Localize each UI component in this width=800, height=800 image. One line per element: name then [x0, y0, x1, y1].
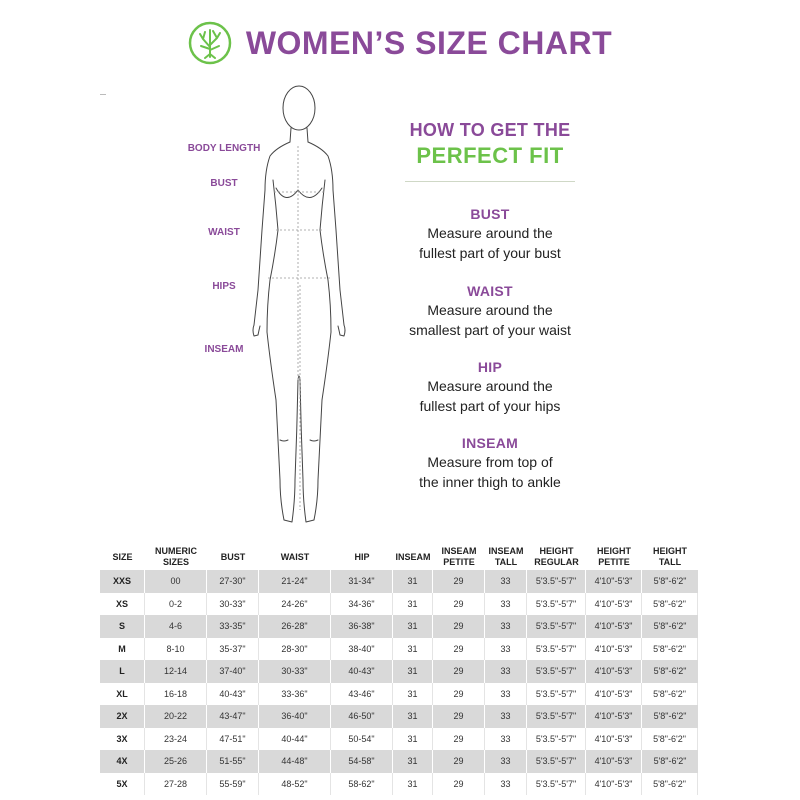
table-cell: 31	[393, 773, 433, 796]
table-body	[100, 570, 698, 795]
measure-waist	[375, 283, 605, 339]
measure-desc-line2: fullest part of your hips	[419, 398, 561, 414]
fit-heading-line2: PERFECT FIT	[416, 143, 564, 168]
table-cell: 4'10"-5'3"	[586, 660, 642, 683]
table-cell: 5'3.5"-5'7"	[527, 683, 586, 706]
measure-hip	[375, 359, 605, 415]
table-cell: 36-38"	[331, 615, 393, 638]
size-table	[100, 544, 698, 795]
label-bust: BUST	[210, 178, 238, 189]
column-header	[485, 544, 527, 570]
column-header-text: WAIST	[280, 551, 310, 562]
table-cell: 33	[485, 660, 527, 683]
column-header	[527, 544, 586, 570]
table-cell: 31	[393, 570, 433, 593]
table-cell: 29	[433, 660, 485, 683]
table-cell: 28-30"	[259, 638, 331, 661]
column-header-text: PETITE	[443, 557, 475, 567]
table-cell: 31	[393, 750, 433, 773]
table-cell: 51-55"	[207, 750, 259, 773]
table-cell: 31-34"	[331, 570, 393, 593]
table-cell: 4'10"-5'3"	[586, 773, 642, 796]
table-cell: 48-52"	[259, 773, 331, 796]
table-cell: 4-6	[145, 615, 207, 638]
divider	[100, 94, 106, 95]
table-cell: 34-36"	[331, 593, 393, 616]
table-cell: 33	[485, 773, 527, 796]
measure-title: BUST	[470, 206, 510, 222]
measure-desc-line2: the inner thigh to ankle	[419, 474, 561, 490]
table-cell: 54-58"	[331, 750, 393, 773]
measure-desc-line1: Measure from top of	[427, 454, 553, 470]
table-cell: 5'3.5"-5'7"	[527, 593, 586, 616]
body-figure-illustration	[240, 80, 370, 535]
measure-desc-line2: fullest part of your bust	[419, 245, 561, 261]
table-cell: 29	[433, 773, 485, 796]
column-header	[259, 544, 331, 570]
table-cell: 36-40"	[259, 705, 331, 728]
table-cell: 5'8"-6'2"	[642, 773, 698, 796]
table-cell: 29	[433, 750, 485, 773]
table-cell: 4'10"-5'3"	[586, 638, 642, 661]
table-cell: 5'8"-6'2"	[642, 660, 698, 683]
table-cell: 5'3.5"-5'7"	[527, 750, 586, 773]
fit-heading-line1: HOW TO GET THE	[409, 120, 571, 140]
column-header-text: INSEAM	[441, 546, 477, 556]
measure-title: INSEAM	[461, 435, 519, 451]
table-row	[100, 615, 698, 638]
column-header	[642, 544, 698, 570]
measure-inseam	[375, 435, 605, 491]
column-header-text: PETITE	[598, 557, 630, 567]
table-cell: 5'3.5"-5'7"	[527, 570, 586, 593]
table-cell: 5'8"-6'2"	[642, 705, 698, 728]
table-cell: 31	[393, 638, 433, 661]
column-header-text: INSEAM	[395, 551, 431, 562]
size-label-cell: 4X	[100, 750, 145, 773]
table-cell: 33	[485, 570, 527, 593]
size-label-cell: XS	[100, 593, 145, 616]
table-cell: 5'3.5"-5'7"	[527, 728, 586, 751]
table-cell: 35-37"	[207, 638, 259, 661]
column-header	[145, 544, 207, 570]
table-cell: 24-26"	[259, 593, 331, 616]
table-cell: 29	[433, 728, 485, 751]
table-cell: 26-28"	[259, 615, 331, 638]
measure-desc-line2: smallest part of your waist	[409, 322, 571, 338]
table-cell: 5'8"-6'2"	[642, 638, 698, 661]
table-cell: 16-18	[145, 683, 207, 706]
table-cell: 25-26	[145, 750, 207, 773]
label-inseam: INSEAM	[204, 344, 244, 355]
table-cell: 5'3.5"-5'7"	[527, 615, 586, 638]
size-label-cell: XXS	[100, 570, 145, 593]
column-header-text: SIZE	[112, 551, 133, 562]
column-header-text: INSEAM	[488, 546, 524, 556]
column-header-text: HEIGHT	[652, 546, 687, 556]
table-cell: 33	[485, 750, 527, 773]
table-cell: 4'10"-5'3"	[586, 615, 642, 638]
table-cell: 46-50"	[331, 705, 393, 728]
table-row	[100, 773, 698, 796]
table-row	[100, 593, 698, 616]
table-cell: 23-24	[145, 728, 207, 751]
table-cell: 33-36"	[259, 683, 331, 706]
label-hips: HIPS	[212, 281, 236, 292]
table-cell: 33-35"	[207, 615, 259, 638]
table-cell: 5'8"-6'2"	[642, 728, 698, 751]
table-cell: 4'10"-5'3"	[586, 593, 642, 616]
table-cell: 47-51"	[207, 728, 259, 751]
page-header	[0, 18, 800, 68]
column-header-text: SIZES	[162, 557, 189, 567]
table-cell: 5'3.5"-5'7"	[527, 705, 586, 728]
table-cell: 33	[485, 615, 527, 638]
table-cell: 29	[433, 683, 485, 706]
table-cell: 31	[393, 615, 433, 638]
measure-title: HIP	[477, 359, 503, 375]
page-title: WOMEN’S SIZE CHART	[245, 24, 613, 61]
table-cell: 5'8"-6'2"	[642, 593, 698, 616]
fit-guide-heading	[385, 120, 595, 182]
table-cell: 29	[433, 570, 485, 593]
table-cell: 43-46"	[331, 683, 393, 706]
table-row	[100, 638, 698, 661]
size-label-cell: S	[100, 615, 145, 638]
column-header-text: BUST	[220, 551, 246, 562]
size-label-cell: 2X	[100, 705, 145, 728]
fit-divider	[405, 181, 575, 182]
table-cell: 55-59"	[207, 773, 259, 796]
table-cell: 21-24"	[259, 570, 331, 593]
size-label-cell: 5X	[100, 773, 145, 796]
table-cell: 4'10"-5'3"	[586, 728, 642, 751]
column-header	[393, 544, 433, 570]
column-header	[586, 544, 642, 570]
column-header-text: TALL	[494, 557, 518, 567]
table-cell: 27-28	[145, 773, 207, 796]
column-header	[433, 544, 485, 570]
table-cell: 50-54"	[331, 728, 393, 751]
table-cell: 37-40"	[207, 660, 259, 683]
column-header	[331, 544, 393, 570]
table-cell: 33	[485, 638, 527, 661]
table-cell: 30-33"	[207, 593, 259, 616]
table-row	[100, 570, 698, 593]
column-header	[207, 544, 259, 570]
table-cell: 31	[393, 728, 433, 751]
table-cell: 4'10"-5'3"	[586, 683, 642, 706]
tree-icon	[188, 21, 232, 65]
table-row	[100, 660, 698, 683]
label-body-length: BODY LENGTH	[187, 143, 261, 154]
table-cell: 33	[485, 593, 527, 616]
table-cell: 5'3.5"-5'7"	[527, 638, 586, 661]
table-row	[100, 750, 698, 773]
table-cell: 31	[393, 705, 433, 728]
table-cell: 00	[145, 570, 207, 593]
table-cell: 40-43"	[207, 683, 259, 706]
table-cell: 31	[393, 660, 433, 683]
table-cell: 29	[433, 705, 485, 728]
table-cell: 38-40"	[331, 638, 393, 661]
measure-bust	[375, 206, 605, 262]
table-cell: 12-14	[145, 660, 207, 683]
column-header-text: HEIGHT	[596, 546, 631, 556]
table-cell: 29	[433, 615, 485, 638]
column-header-text: REGULAR	[534, 557, 579, 567]
table-cell: 5'3.5"-5'7"	[527, 660, 586, 683]
table-cell: 40-43"	[331, 660, 393, 683]
size-label-cell: M	[100, 638, 145, 661]
table-row	[100, 705, 698, 728]
table-cell: 5'3.5"-5'7"	[527, 773, 586, 796]
column-header-text: HEIGHT	[539, 546, 574, 556]
table-header-row	[100, 544, 698, 570]
measure-desc-line1: Measure around the	[427, 302, 553, 318]
table-cell: 5'8"-6'2"	[642, 750, 698, 773]
measure-desc-line1: Measure around the	[427, 225, 553, 241]
size-label-cell: L	[100, 660, 145, 683]
table-cell: 20-22	[145, 705, 207, 728]
measure-desc-line1: Measure around the	[427, 378, 553, 394]
table-row	[100, 683, 698, 706]
table-cell: 5'8"-6'2"	[642, 683, 698, 706]
size-label-cell: 3X	[100, 728, 145, 751]
table-cell: 33	[485, 728, 527, 751]
table-cell: 0-2	[145, 593, 207, 616]
size-label-cell: XL	[100, 683, 145, 706]
column-header	[100, 544, 145, 570]
table-cell: 33	[485, 683, 527, 706]
table-cell: 29	[433, 593, 485, 616]
table-cell: 58-62"	[331, 773, 393, 796]
table-cell: 4'10"-5'3"	[586, 570, 642, 593]
table-cell: 4'10"-5'3"	[586, 705, 642, 728]
table-cell: 40-44"	[259, 728, 331, 751]
table-cell: 5'8"-6'2"	[642, 615, 698, 638]
table-cell: 43-47"	[207, 705, 259, 728]
table-cell: 30-33"	[259, 660, 331, 683]
table-cell: 5'8"-6'2"	[642, 570, 698, 593]
table-cell: 29	[433, 638, 485, 661]
column-header-text: NUMERIC	[155, 546, 197, 556]
column-header-text: HIP	[354, 551, 370, 562]
column-header-text: TALL	[658, 557, 682, 567]
table-cell: 31	[393, 593, 433, 616]
table-cell: 33	[485, 705, 527, 728]
measure-title: WAIST	[467, 283, 513, 299]
table-cell: 31	[393, 683, 433, 706]
table-cell: 44-48"	[259, 750, 331, 773]
table-cell: 4'10"-5'3"	[586, 750, 642, 773]
table-cell: 27-30"	[207, 570, 259, 593]
table-cell: 8-10	[145, 638, 207, 661]
label-waist: WAIST	[208, 227, 240, 238]
table-row	[100, 728, 698, 751]
